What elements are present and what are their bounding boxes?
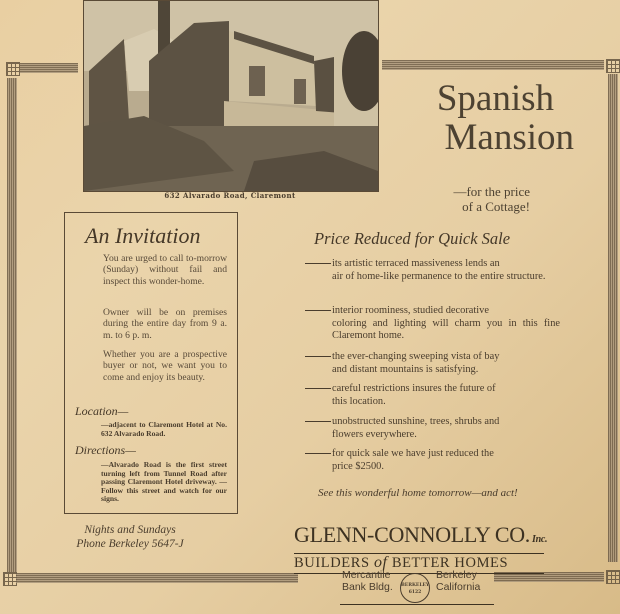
contact-phone: [60, 523, 200, 551]
company-inc: Inc.: [532, 534, 548, 545]
subheadline: [420, 184, 530, 214]
border-corner-ornament: [3, 572, 17, 586]
company-city: Berkeley California: [436, 569, 481, 593]
directions-text: —Alvarado Road is the first street turning left from Tunnel Road after passing Claremont Hotel driveway. —Follow this street and watch for our signs.: [101, 460, 227, 504]
mansion-photo: [83, 0, 379, 192]
feature-bullet: [305, 351, 560, 376]
invitation-title: An Invitation: [85, 223, 201, 248]
border-top-left-bar: [20, 63, 78, 73]
feature-text-cont: air of home-like permanence to the entire structure.: [332, 270, 546, 282]
dash-icon: [305, 453, 331, 454]
dash-icon: [305, 310, 331, 311]
location-text: —adjacent to Claremont Hotel at No. 632 Alvarado Road.: [101, 420, 227, 438]
divider: [340, 604, 494, 605]
invitation-paragraph: You are urged to call to-morrow (Sunday) without fail and inspect this wonder-home.: [103, 253, 227, 287]
company-address: Mercantile Bank Bldg.: [342, 569, 393, 593]
feature-text-cont: price $2500.: [332, 460, 384, 472]
features-title: Price Reduced for Quick Sale: [314, 229, 511, 248]
photo-caption: 632 Alvarado Road, Claremont: [164, 191, 296, 200]
feature-text: its artistic terraced massiveness lends an: [332, 258, 500, 269]
headline-line-1: Spanish: [436, 78, 554, 119]
headline-line-2: Mansion: [444, 117, 574, 158]
border-left-bar: [7, 78, 17, 572]
subheadline-line-1: —for the price: [453, 184, 530, 199]
feature-bullet: [305, 305, 560, 343]
feature-text-cont: flowers everywhere.: [332, 428, 417, 440]
invitation-paragraph: Owner will be on premises during the entire day from 9 a. m. to 6 p. m.: [103, 307, 227, 341]
feature-text: the ever-changing sweeping vista of bay: [332, 351, 500, 362]
location-label: Location—: [75, 404, 129, 418]
company-name: GLENN-CONNOLLY CO. Inc.: [294, 522, 548, 547]
border-corner-ornament: [606, 570, 620, 584]
contact-line-1: Nights and Sundays: [84, 524, 176, 536]
feature-text: for quick sale we have just reduced the: [332, 448, 494, 459]
feature-text-cont: this location.: [332, 395, 386, 407]
feature-text-cont: coloring and lighting will charm you in this fine Claremont home.: [332, 317, 560, 342]
feature-bullet: [305, 416, 560, 441]
border-top-right-bar: [382, 60, 604, 70]
company-logo: [294, 522, 548, 574]
mansion-image: [84, 1, 378, 191]
border-right-bar: [608, 74, 618, 562]
feature-text-cont: and distant mountains is satisfying.: [332, 363, 479, 375]
call-to-action: See this wonderful home tomorrow—and act!: [318, 487, 518, 499]
phone-seal-icon: BERKELEY 6122: [400, 573, 430, 603]
directions-label: Directions—: [75, 443, 136, 457]
border-bottom-left-bar: [16, 573, 298, 583]
feature-bullet: [305, 383, 560, 408]
dash-icon: [305, 388, 331, 389]
invitation-paragraph: Whether you are a prospective buyer or not, we want you to come and enjoy its beauty.: [103, 349, 227, 383]
feature-text: interior roominess, studied decorative: [332, 305, 489, 316]
company-tagline: BUILDERS of BETTER HOMES: [294, 554, 509, 571]
contact-line-2: Phone Berkeley 5647-J: [76, 538, 184, 550]
feature-bullet: [305, 258, 560, 283]
feature-text: careful restrictions insures the future of: [332, 383, 496, 394]
subheadline-line-2: of a Cottage!: [462, 199, 530, 214]
headline: [404, 80, 574, 158]
feature-text: unobstructed sunshine, trees, shrubs and: [332, 416, 500, 427]
feature-bullet: [305, 448, 560, 473]
border-corner-ornament: [606, 59, 620, 73]
dash-icon: [305, 263, 331, 264]
dash-icon: [305, 356, 331, 357]
border-corner-ornament: [6, 62, 20, 76]
dash-icon: [305, 421, 331, 422]
invitation-box: [64, 212, 238, 514]
